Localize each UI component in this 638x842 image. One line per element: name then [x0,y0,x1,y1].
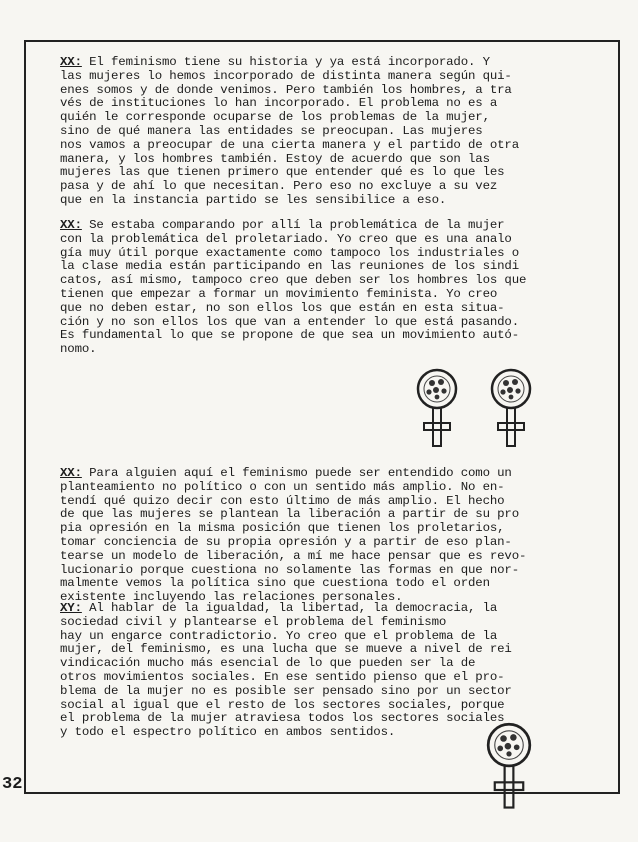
speaker-label: XX: [60,466,82,480]
paragraph-text: Para alguien aquí el feminismo puede ser entendido como un planteamiento no político o con un sentido más amplio. No en- tendí qué quizo decir con esto último de más amplio. El hecho de que las mujeres se plantean la liberación a partir de su pro pia opresión en la misma posición que tienen los proletarios, tomar conciencia de su propia opresión y a partir de eso plan- tearse un modelo de liberación, a mí me hace pensar que es revo- lucionario porque cuestiona no solamente las formas en que nor- malmente vemos la política sino que cuestiona todo el orden existente incluyendo las relaciones personales. [60,466,527,605]
speaker-label: XY: [60,601,82,615]
page-number: 32 [2,775,23,794]
feminist-venus-symbol-icon [416,368,458,450]
paragraph-3 [60,467,584,605]
paragraph-text: Al hablar de la igualdad, la libertad, la democracia, la sociedad civil y plantearse el problema del feminismo hay un engarce contradictorio. Yo creo que el problema de la mujer, del feminismo, es una lucha que se mueve a nivel de rei vindicación mucho más esencial de lo que pueden ser la de otros movimientos sociales. En ese sentido pienso que el pro- blema de la mujer no es posible ser pensado sino por un sector social al igual que el resto de los sectores sociales, porque el problema de la mujer atraviesa todos los sectores sociales y todo el espectro político en ambos sentidos. [60,601,512,740]
paragraph-text: Se estaba comparando por allí la problemática de la mujer con la problemática del proletariado. Yo creo que es una analo gía muy útil porque exactamente como tampoco los industriales o la clase media están participando en las reuniones de los sindi catos, así mismo, tampoco creo que deben ser los hombres los que tienen que empezar a formar un movimiento feminista. Yo creo que no deben estar, no son ellos los que están en esta situa- ción y no son ellos los que van a entender lo que está pasando. Es fundamental lo que se propone de que sea un movimiento autó- nomo. [60,218,527,357]
feminist-venus-symbol-icon [490,368,532,450]
feminist-venus-symbol-icon [486,722,532,812]
speaker-label: XX: [60,55,82,69]
paragraph-text: El feminismo tiene su historia y ya está incorporado. Y las mujeres lo hemos incorporado de distinta manera según qui- enes somos y de donde venimos. Pero también los hombres, a tra vés de instituciones lo han incorporado. El problema no es a quién le corresponde ocuparse de los problemas de la mujer, sino de qué manera las entidades se preocupan. Las mujeres nos vamos a preocupar de una cierta manera y el partido de otra manera, y los hombres también. Estoy de acuerdo que son las mujeres las que tienen primero que entender qué es lo que les pasa y de ahí lo que necesitan. Pero eso no excluye a su vez que en la instancia partido se les sensibilice a eso. [60,55,519,207]
paragraph-4 [60,602,584,740]
paragraph-1 [60,56,584,208]
speaker-label: XX: [60,218,82,232]
paragraph-2 [60,219,584,357]
